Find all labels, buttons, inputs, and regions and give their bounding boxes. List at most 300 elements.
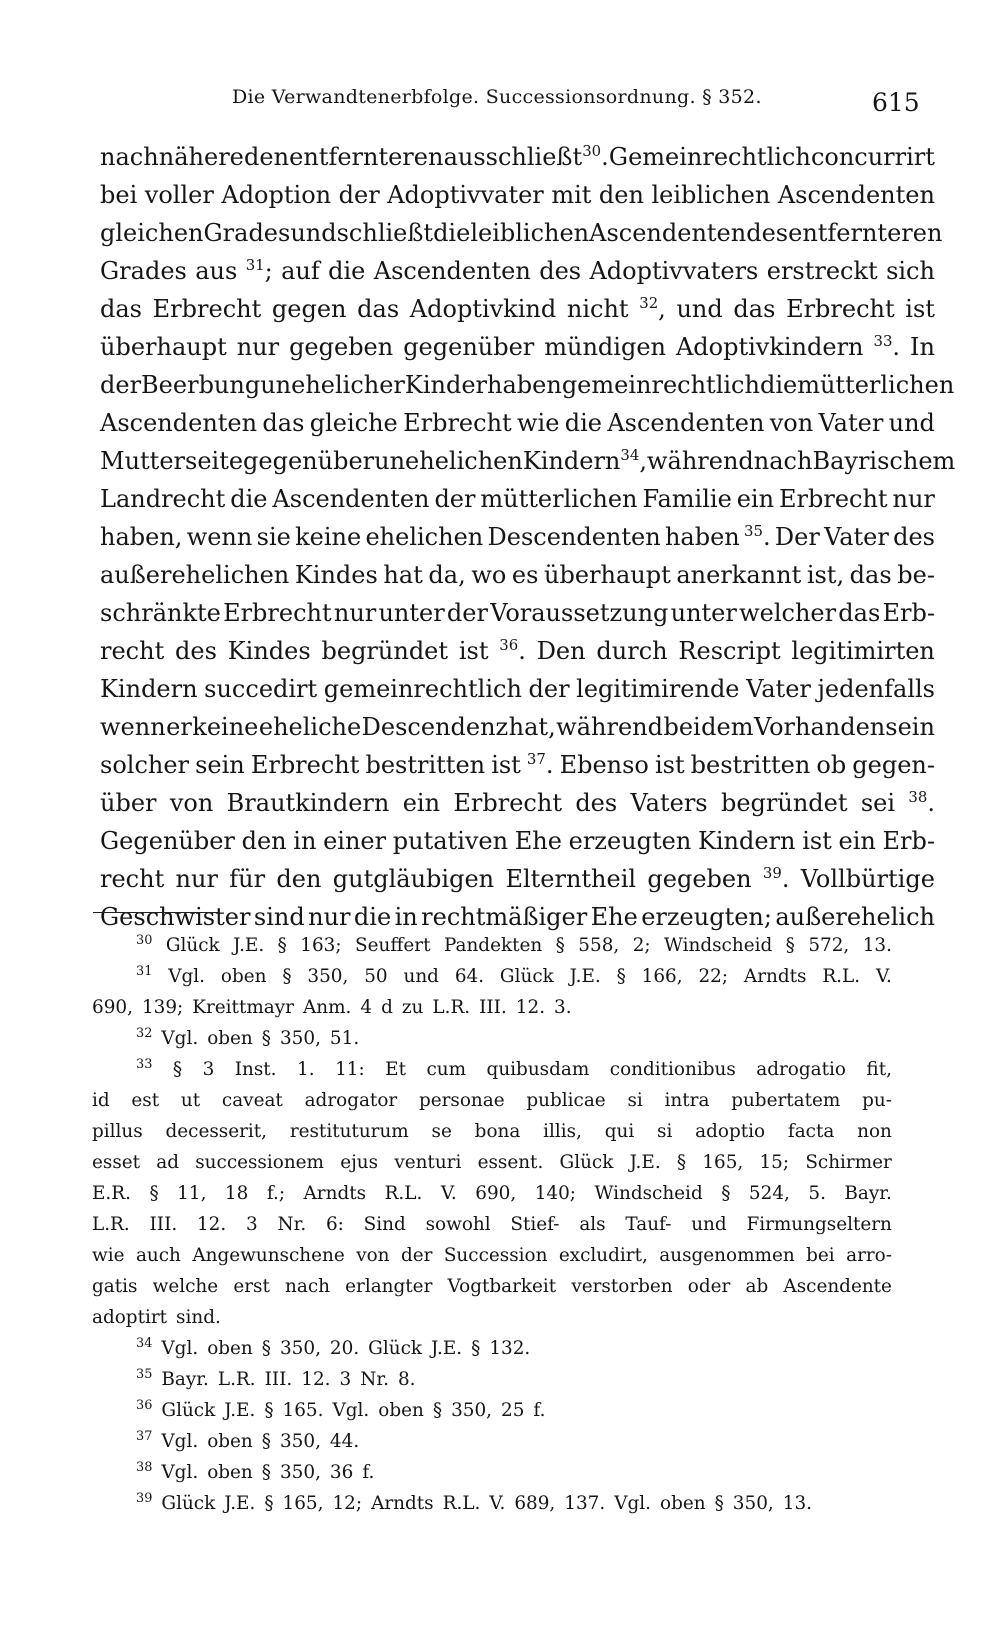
word: hat bbox=[383, 561, 423, 589]
word: sie bbox=[256, 523, 291, 551]
word: unehelichen bbox=[374, 447, 523, 475]
word: J.E. bbox=[569, 966, 601, 987]
word: schränkte bbox=[100, 599, 221, 627]
word: f.; bbox=[266, 1183, 286, 1204]
word: Vorhandensein bbox=[753, 713, 935, 741]
word: keine bbox=[295, 523, 362, 551]
word: und bbox=[888, 409, 935, 437]
word: schließt bbox=[336, 219, 434, 247]
word: Arndts bbox=[743, 966, 807, 987]
word: III. bbox=[264, 1369, 293, 1390]
word: Anm. bbox=[302, 997, 352, 1018]
word: J.E. bbox=[224, 1493, 256, 1514]
word: Grades bbox=[203, 219, 291, 247]
word: Ascendenten bbox=[607, 409, 765, 437]
word: erzeugten bbox=[568, 827, 692, 855]
word: die bbox=[433, 219, 471, 247]
word: ist bbox=[491, 751, 521, 779]
word: est bbox=[131, 1090, 160, 1111]
word: § bbox=[261, 1431, 271, 1452]
word: begründet bbox=[321, 637, 449, 665]
footnote-number: 34 bbox=[136, 1335, 153, 1351]
word: Ascendenten bbox=[100, 409, 258, 437]
footnote-ref: $^{32}$, bbox=[639, 294, 666, 323]
text-line bbox=[100, 328, 935, 366]
word: 350, bbox=[279, 1462, 321, 1483]
word: § bbox=[282, 966, 292, 987]
word: 12. bbox=[301, 1369, 331, 1390]
word: 18 bbox=[224, 1183, 249, 1204]
word: nach bbox=[100, 143, 159, 171]
word: und bbox=[403, 966, 439, 987]
word: oben bbox=[378, 1400, 424, 1421]
word: nur bbox=[333, 599, 377, 627]
word: E.R. bbox=[92, 1183, 131, 1204]
word: 163; bbox=[300, 935, 342, 956]
word: intra bbox=[664, 1090, 710, 1111]
word: gemeinrechtlich bbox=[561, 371, 760, 399]
word: und bbox=[290, 219, 337, 247]
word: Adoptivkind bbox=[409, 295, 557, 323]
word: § bbox=[714, 1493, 724, 1514]
word: unehelicher bbox=[260, 371, 405, 399]
word: 690, bbox=[92, 997, 133, 1018]
footnote-number: 38 bbox=[136, 1459, 153, 1475]
word: bestritten bbox=[690, 751, 811, 779]
word: Nr. bbox=[360, 1369, 389, 1390]
word: Ascendenten bbox=[777, 181, 935, 209]
word: unter bbox=[378, 599, 445, 627]
word: während bbox=[556, 713, 663, 741]
word: 25 bbox=[501, 1400, 525, 1421]
word: der bbox=[400, 1245, 433, 1266]
word: den bbox=[598, 181, 644, 209]
footnote-ref: $^{39}$. bbox=[762, 864, 790, 893]
word: sein bbox=[195, 751, 245, 779]
footnote-line bbox=[92, 961, 892, 992]
word: des bbox=[539, 257, 582, 285]
word: die bbox=[353, 903, 392, 931]
word: facta bbox=[787, 1121, 835, 1142]
word: Ehe bbox=[514, 827, 562, 855]
word: erstreckt bbox=[766, 257, 878, 285]
footnotes bbox=[92, 930, 892, 1519]
word: Windscheid bbox=[664, 935, 773, 956]
text-line bbox=[100, 784, 935, 822]
word: 12; bbox=[332, 1493, 363, 1514]
word: pubertatem bbox=[731, 1090, 841, 1111]
word: Windscheid bbox=[594, 1183, 703, 1204]
word: oben bbox=[220, 966, 267, 987]
word: illis, bbox=[543, 1121, 582, 1142]
word: eheliche bbox=[258, 713, 362, 741]
word: erzeugten; bbox=[641, 903, 772, 931]
footnote-line bbox=[92, 1364, 892, 1395]
word: nur bbox=[308, 903, 351, 931]
word: ein bbox=[736, 485, 775, 513]
word: Sind bbox=[363, 1214, 406, 1235]
word: 20. bbox=[329, 1338, 360, 1359]
text-line bbox=[100, 442, 956, 480]
word: 15; bbox=[759, 1152, 790, 1173]
word: leiblichen bbox=[470, 219, 590, 247]
text-line bbox=[100, 746, 935, 784]
word: conditionibus bbox=[609, 1059, 736, 1080]
word: nähere bbox=[158, 143, 244, 171]
word: haben bbox=[664, 523, 740, 551]
word: entfernteren bbox=[289, 143, 444, 171]
word: bei bbox=[663, 713, 701, 741]
word: Der bbox=[774, 523, 820, 551]
text-line bbox=[100, 290, 935, 328]
word: 11: bbox=[335, 1059, 365, 1080]
word: § bbox=[432, 1400, 443, 1421]
word: 140; bbox=[534, 1183, 577, 1204]
word: Vgl. bbox=[614, 1493, 652, 1514]
word: Vogtbarkeit bbox=[447, 1276, 557, 1297]
word: f. bbox=[533, 1400, 546, 1421]
word: 690, bbox=[475, 1183, 517, 1204]
word: § bbox=[277, 935, 287, 956]
word: gegenüber bbox=[403, 333, 535, 361]
page-number: 615 bbox=[872, 88, 920, 117]
word: 51. bbox=[329, 1028, 360, 1049]
word: die bbox=[230, 485, 268, 513]
word: gatis bbox=[92, 1276, 138, 1297]
word: ejus bbox=[340, 1152, 379, 1173]
word: hat, bbox=[508, 713, 556, 741]
word: Ascendenten bbox=[373, 257, 531, 285]
word: gutgläubigen bbox=[332, 865, 495, 893]
running-header: Die Verwandtenerbfolge. Successionsordnung. § 352. bbox=[232, 86, 762, 108]
word: concurrirt bbox=[810, 143, 935, 171]
word: Erb- bbox=[882, 599, 935, 627]
word: zu bbox=[401, 997, 424, 1018]
word: Landrecht bbox=[100, 485, 226, 513]
footnote-number: 39 bbox=[136, 1490, 153, 1506]
word: Adoptivvaters bbox=[589, 257, 759, 285]
word: mündigen bbox=[544, 333, 666, 361]
word: die bbox=[328, 257, 366, 285]
word: Succession bbox=[443, 1245, 548, 1266]
word: V. bbox=[440, 1183, 457, 1204]
footnote-ref: $^{38}$. bbox=[908, 788, 935, 817]
word: Erbrecht bbox=[779, 485, 888, 513]
footnote-ref: $^{37}$. bbox=[526, 750, 554, 779]
word: qui bbox=[604, 1121, 635, 1142]
word: wie bbox=[517, 409, 560, 437]
footnote-ref: $^{31}$; bbox=[245, 256, 273, 285]
word: L.R. bbox=[217, 1369, 256, 1390]
word: bei bbox=[100, 181, 138, 209]
word: sind. bbox=[176, 1307, 221, 1328]
word: 36 bbox=[329, 1462, 354, 1483]
word: mütterlichen bbox=[480, 485, 638, 513]
word: wenn bbox=[186, 523, 253, 551]
word: die bbox=[564, 409, 602, 437]
word: L.R. bbox=[432, 997, 471, 1018]
word: § bbox=[261, 1028, 271, 1049]
word: R.L. bbox=[822, 966, 861, 987]
word: ist bbox=[802, 827, 832, 855]
word: durch bbox=[596, 637, 668, 665]
footnote-line bbox=[92, 1240, 892, 1271]
word: erst bbox=[233, 1276, 270, 1297]
word: fit, bbox=[866, 1059, 892, 1080]
word: 558, bbox=[578, 935, 620, 956]
word: § bbox=[264, 1400, 274, 1421]
word: essent. bbox=[477, 1152, 544, 1173]
word: Kindern bbox=[100, 675, 198, 703]
word: Inst. bbox=[234, 1059, 277, 1080]
word: gleiche bbox=[309, 409, 398, 437]
word: überhaupt bbox=[544, 561, 671, 589]
footnote-line bbox=[92, 1302, 892, 1333]
footnote-number: 37 bbox=[136, 1428, 153, 1444]
word: Firmungseltern bbox=[746, 1214, 892, 1235]
word: unter bbox=[670, 599, 737, 627]
word: § bbox=[721, 1183, 731, 1204]
word: Ehe bbox=[590, 903, 638, 931]
word: § bbox=[261, 1338, 271, 1359]
footnote-number: 30 bbox=[136, 932, 153, 948]
word: Familie bbox=[642, 485, 732, 513]
word: Vater bbox=[746, 675, 811, 703]
word: Kindes bbox=[227, 637, 311, 665]
word: Schirmer bbox=[805, 1152, 892, 1173]
footnote-line bbox=[92, 1023, 892, 1054]
word: oben bbox=[207, 1338, 253, 1359]
word: si bbox=[657, 1121, 673, 1142]
word: R.L. bbox=[442, 1493, 481, 1514]
word: es bbox=[511, 561, 539, 589]
word: nicht bbox=[566, 295, 629, 323]
word: Vater bbox=[824, 523, 889, 551]
word: auch bbox=[135, 1245, 181, 1266]
text-line bbox=[100, 670, 935, 708]
footnote-ref: $^{36}$. bbox=[499, 636, 526, 665]
word: mütterlichen bbox=[797, 371, 955, 399]
word: ist bbox=[654, 751, 685, 779]
word: das bbox=[100, 295, 142, 323]
word: Nr. bbox=[277, 1214, 307, 1235]
word: V. bbox=[875, 966, 892, 987]
word: 11, bbox=[177, 1183, 207, 1204]
footnote-line bbox=[92, 992, 892, 1023]
footnote-number: 32 bbox=[136, 1025, 153, 1041]
footnote-line bbox=[92, 1271, 892, 1302]
word: des bbox=[746, 219, 789, 247]
text-line bbox=[100, 252, 935, 290]
text-line bbox=[100, 518, 935, 556]
word: 6: bbox=[325, 1214, 344, 1235]
word: § bbox=[555, 935, 565, 956]
word: und bbox=[676, 295, 723, 323]
footnote-ref: $^{33}$. bbox=[873, 332, 901, 361]
word: überhaupt bbox=[100, 333, 227, 361]
word: Mutterseite bbox=[100, 447, 244, 475]
word: Adoption bbox=[221, 181, 332, 209]
word: wenn bbox=[100, 713, 166, 741]
word: adoptirt bbox=[92, 1307, 168, 1328]
footnote-number: 33 bbox=[136, 1056, 153, 1072]
word: 350, bbox=[307, 966, 349, 987]
word: 166, bbox=[641, 966, 683, 987]
word: sind bbox=[253, 903, 305, 931]
word: das bbox=[849, 561, 892, 589]
word: nach bbox=[753, 447, 813, 475]
word: J.E. bbox=[233, 935, 265, 956]
word: recht bbox=[100, 637, 165, 665]
word: recht bbox=[100, 865, 165, 893]
word: Vgl. bbox=[161, 1338, 199, 1359]
word: § bbox=[785, 935, 795, 956]
word: Elterntheil bbox=[505, 865, 637, 893]
word: Erbrecht bbox=[403, 409, 512, 437]
word: 64. bbox=[454, 966, 485, 987]
word: gegeben bbox=[289, 333, 394, 361]
word: begründet bbox=[720, 789, 848, 817]
word: von bbox=[769, 409, 814, 437]
word: § bbox=[172, 1059, 183, 1080]
word: welcher bbox=[739, 599, 837, 627]
word: Ascendente bbox=[783, 1276, 892, 1297]
word: Kindern bbox=[697, 827, 796, 855]
footnote-number: 31 bbox=[136, 963, 153, 979]
word: L.R. bbox=[92, 1214, 130, 1235]
text-line bbox=[100, 708, 935, 746]
text-line bbox=[100, 176, 935, 214]
word: si bbox=[627, 1090, 643, 1111]
word: § bbox=[676, 1152, 687, 1173]
footnote-line bbox=[92, 930, 892, 961]
word: § bbox=[261, 1462, 271, 1483]
word: sowohl bbox=[425, 1214, 491, 1235]
text-line bbox=[100, 404, 935, 442]
word: Rescript bbox=[678, 637, 781, 665]
word: J.E. bbox=[629, 1152, 661, 1173]
word: Erbrecht bbox=[152, 295, 262, 323]
word: leiblichen bbox=[651, 181, 771, 209]
footnote-line bbox=[92, 1457, 892, 1488]
word: pu- bbox=[862, 1090, 892, 1111]
word: 1. bbox=[297, 1059, 315, 1080]
footnote-divider bbox=[93, 912, 219, 913]
text-line bbox=[100, 214, 943, 252]
word: Seuffert bbox=[355, 935, 431, 956]
word: 13. bbox=[862, 935, 892, 956]
word: einer bbox=[323, 827, 387, 855]
word: § bbox=[264, 1493, 274, 1514]
word: 350, bbox=[732, 1493, 774, 1514]
footnote-line bbox=[92, 1054, 892, 1085]
word: sei bbox=[860, 789, 896, 817]
word: auf bbox=[281, 257, 320, 285]
word: Vollbürtige bbox=[800, 865, 935, 893]
text-line bbox=[100, 480, 935, 518]
word: wie bbox=[92, 1245, 125, 1266]
word: Erb- bbox=[882, 827, 935, 855]
word: § bbox=[149, 1183, 159, 1204]
word: in bbox=[394, 903, 418, 931]
word: 2; bbox=[632, 935, 651, 956]
word: f. bbox=[362, 1462, 375, 1483]
word: Grades bbox=[100, 257, 187, 285]
word: solcher bbox=[100, 751, 190, 779]
footnote-line bbox=[92, 1116, 892, 1147]
word: Glück bbox=[559, 1152, 614, 1173]
word: Erbrecht bbox=[786, 295, 895, 323]
word: 132. bbox=[489, 1338, 531, 1359]
word: adrogatio bbox=[756, 1059, 846, 1080]
word: 165. bbox=[282, 1400, 324, 1421]
word: adrogator bbox=[304, 1090, 398, 1111]
word: wo bbox=[471, 561, 507, 589]
word: nur bbox=[175, 865, 218, 893]
word: venturi bbox=[394, 1152, 462, 1173]
word: da, bbox=[428, 561, 466, 589]
word: ehelichen bbox=[365, 523, 484, 551]
word: gemeinrechtlich bbox=[323, 675, 522, 703]
word: oder bbox=[687, 1276, 731, 1297]
word: 13. bbox=[782, 1493, 812, 1514]
word: 572, bbox=[808, 935, 850, 956]
word: 350, bbox=[451, 1400, 493, 1421]
text-line bbox=[100, 822, 935, 860]
word: haben, bbox=[100, 523, 183, 551]
word: successionem bbox=[195, 1152, 324, 1173]
word: 165, bbox=[282, 1493, 324, 1514]
word: Vater bbox=[818, 409, 884, 437]
word: Bayr. bbox=[161, 1369, 209, 1390]
word: 165, bbox=[702, 1152, 744, 1173]
word: Erbrecht bbox=[453, 789, 562, 817]
footnote-number: 35 bbox=[136, 1366, 153, 1382]
word: oben bbox=[207, 1431, 253, 1452]
word: nach bbox=[285, 1276, 330, 1297]
word: Gegenüber bbox=[100, 827, 235, 855]
word: ein bbox=[838, 827, 876, 855]
word: excludirt, bbox=[558, 1245, 648, 1266]
word: welche bbox=[152, 1276, 219, 1297]
word: erlangter bbox=[345, 1276, 433, 1297]
word: Glück bbox=[499, 966, 554, 987]
word: J.E. bbox=[431, 1338, 463, 1359]
word: Kindern bbox=[522, 447, 621, 475]
footnote-ref: $^{34}$, bbox=[620, 446, 647, 475]
word: gegenüber bbox=[243, 447, 375, 475]
text-line bbox=[100, 366, 955, 404]
word: se bbox=[431, 1121, 452, 1142]
word: den bbox=[244, 143, 290, 171]
word: oben bbox=[660, 1493, 706, 1514]
word: 50 bbox=[364, 966, 388, 987]
word: Glück bbox=[368, 1338, 423, 1359]
word: § bbox=[471, 1338, 481, 1359]
footnote-line bbox=[92, 1395, 892, 1426]
word: Vgl. bbox=[161, 1431, 199, 1452]
word: der bbox=[100, 371, 142, 399]
word: Ascendenten bbox=[272, 485, 430, 513]
word: außerehelichen bbox=[100, 561, 290, 589]
footnote-line bbox=[92, 1085, 892, 1116]
word: 8. bbox=[397, 1369, 416, 1390]
word: der bbox=[338, 181, 380, 209]
word: 3. bbox=[554, 997, 572, 1018]
word: Den bbox=[536, 637, 586, 665]
word: caveat bbox=[221, 1090, 283, 1111]
word: jedenfalls bbox=[817, 675, 935, 703]
